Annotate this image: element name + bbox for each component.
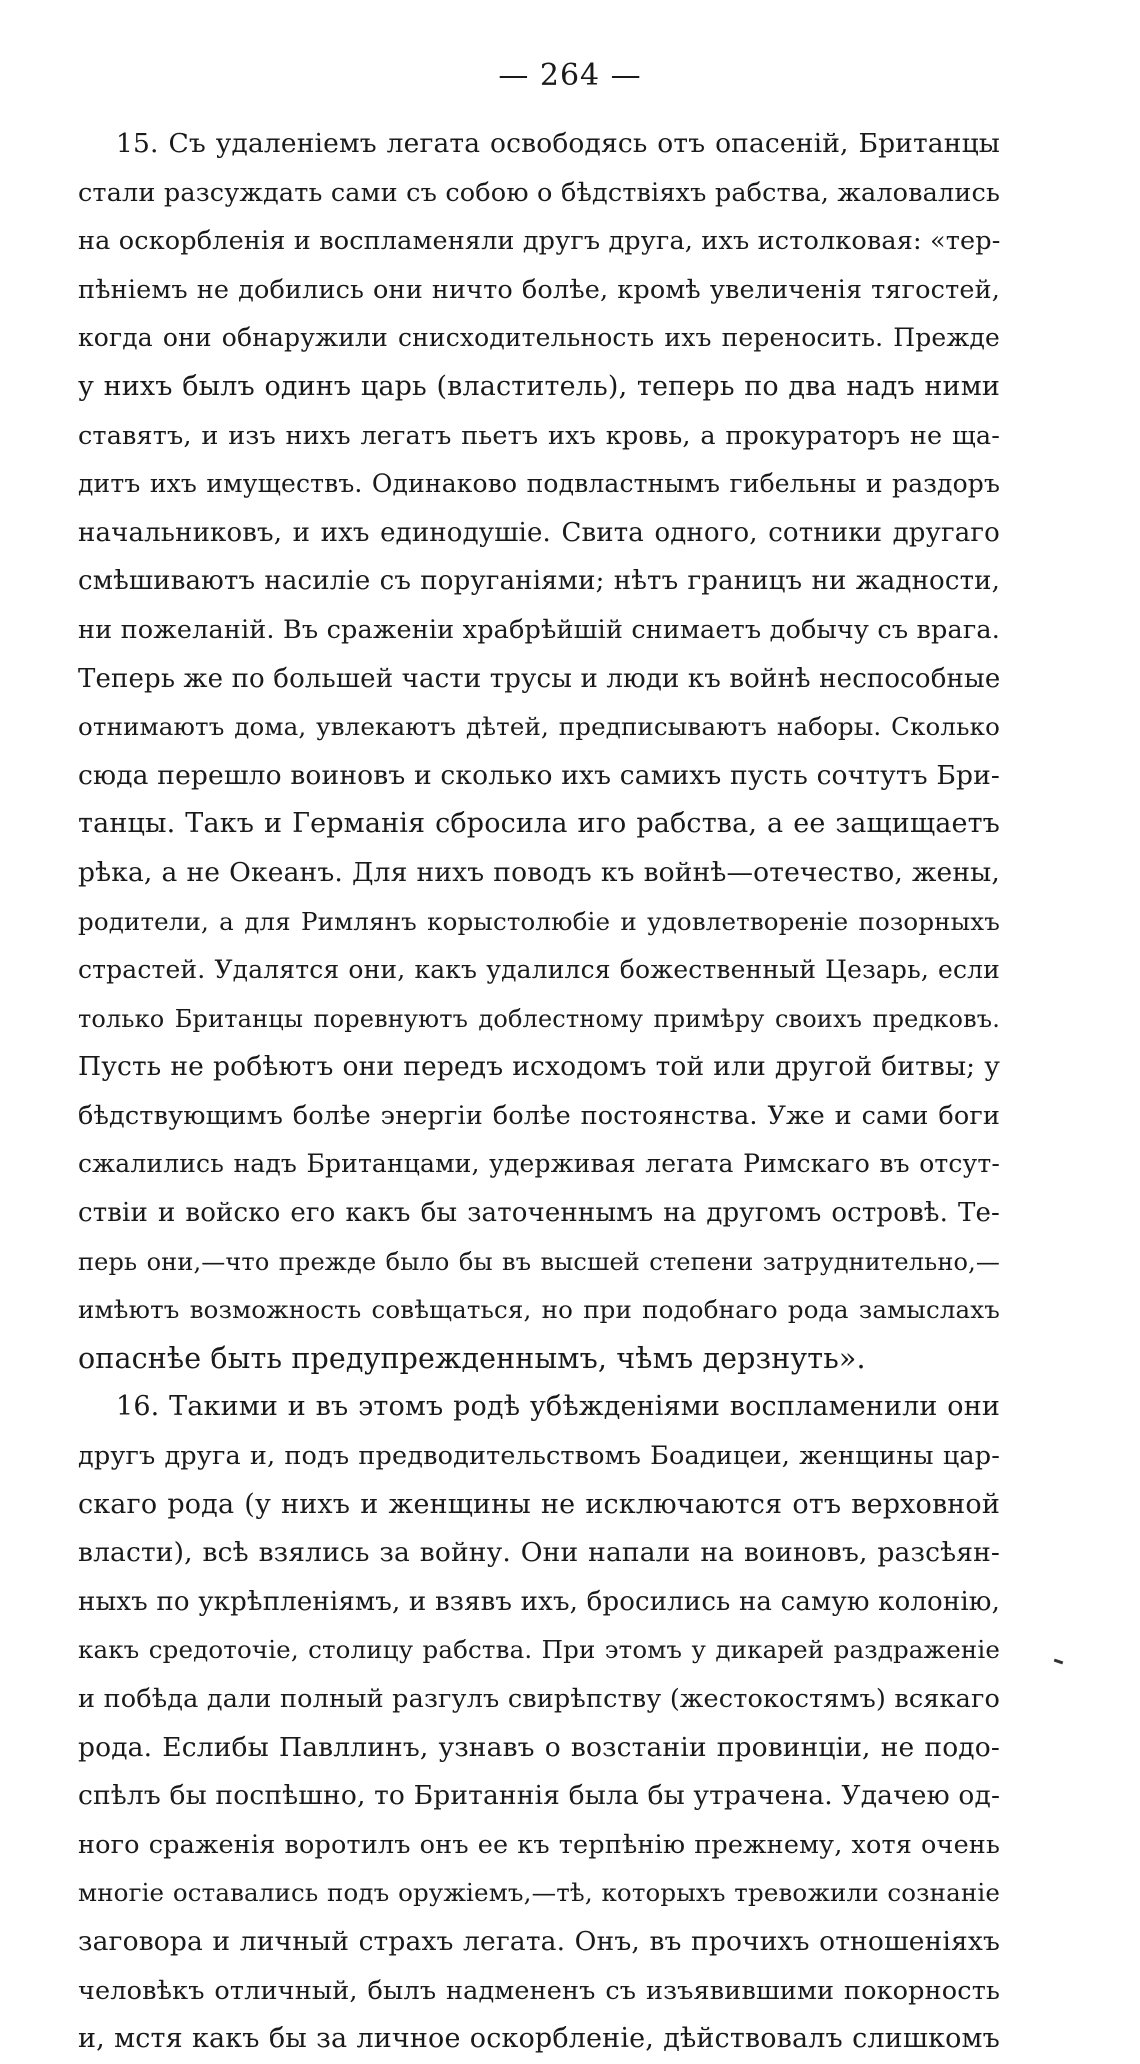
- text-line: власти), всѣ взялись за войну. Они напали на воиновъ, разсѣян-: [78, 1537, 1000, 1569]
- text-line: ныхъ по укрѣпленіямъ, и взявъ ихъ, бросились на самую колонію,: [78, 1586, 1000, 1617]
- text-line: бѣдствующимъ болѣе энергіи болѣе постоянства. Уже и сами боги: [78, 1100, 1000, 1131]
- text-line: когда они обнаружили снисходительность ихъ переносить. Прежде: [78, 323, 1000, 353]
- text-line: ствіи и войско его какъ бы заточеннымъ на другомъ островѣ. Те-: [78, 1198, 1000, 1229]
- text-line: у нихъ былъ одинъ царь (властитель), теперь по два надъ ними: [78, 370, 1000, 402]
- text-line: какъ средоточіе, столицу рабства. При этомъ у дикарей раздраженіе: [78, 1635, 1000, 1665]
- text-line: смѣшиваютъ насиліе съ поруганіями; нѣтъ границъ ни жадности,: [78, 566, 1000, 597]
- text-line: Теперь же по большей части трусы и люди къ войнѣ неспособные: [78, 663, 1001, 694]
- text-line: 15. Съ удаленіемъ легата освободясь отъ опасеній, Британцы: [116, 128, 1000, 159]
- text-line: сжалились надъ Британцами, удерживая легата Римскаго въ отсут-: [78, 1149, 1000, 1179]
- text-line: родители, а для Римлянъ корыстолюбіе и удовлетвореніе позорныхъ: [78, 906, 1000, 936]
- text-line: Пусть не робѣютъ они передъ исходомъ той или другой битвы; у: [78, 1051, 1000, 1083]
- text-line: ни пожеланій. Въ сраженіи храбрѣйшій снимаетъ добычу съ врага.: [78, 614, 1000, 645]
- text-line: ного сраженія воротилъ онъ ее къ терпѣнію прежнему, хотя очень: [78, 1829, 1000, 1860]
- text-line: отнимаютъ дома, увлекаютъ дѣтей, предписываютъ наборы. Сколько: [78, 712, 1000, 742]
- text-line: танцы. Такъ и Германія сбросила иго рабства, а ее защищаетъ: [78, 808, 1000, 840]
- text-line: рода. Еслибы Павллинъ, узнавъ о возстаніи провинціи, не подо-: [78, 1731, 1000, 1763]
- text-line: заговора и личный страхъ легата. Онъ, въ прочихъ отношеніяхъ: [78, 1925, 1000, 1957]
- text-line: человѣкъ отличный, былъ надмененъ съ изъявившими покорность: [78, 1975, 1000, 2006]
- page-number: — 264 —: [498, 58, 642, 93]
- text-line: ставятъ, и изъ нихъ легатъ пьетъ ихъ кровь, а прокураторъ не ща-: [78, 420, 1000, 451]
- text-line: многіе оставались подъ оружіемъ,—тѣ, которыхъ тревожили сознаніе: [78, 1878, 1000, 1908]
- text-line: спѣлъ бы поспѣшно, то Британнія была бы утрачена. Удачею од-: [78, 1780, 1001, 1812]
- text-line: страстей. Удалятся они, какъ удалился божественный Цезарь, если: [78, 955, 1000, 985]
- text-line: опаснѣе быть предупрежденнымъ, чѣмъ дерзнуть».: [78, 1341, 866, 1375]
- text-line: скаго рода (у нихъ и женщины не исключаются отъ верховной: [78, 1488, 1000, 1520]
- text-line: рѣка, а не Океанъ. Для нихъ поводъ къ войнѣ—отечество, жены,: [78, 856, 1000, 888]
- text-line: другъ друга и, подъ предводительствомъ Боадицеи, женщины цар-: [78, 1441, 1000, 1472]
- text-line: стали разсуждать сами съ собою о бѣдствіяхъ рабства, жаловались: [78, 177, 1000, 208]
- text-line: имѣютъ возможность совѣщаться, но при подобнаго рода замыслахъ: [78, 1295, 1000, 1325]
- text-line: сюда перешло воиновъ и сколько ихъ самихъ пусть сочтутъ Бри-: [78, 759, 1000, 791]
- text-line: на оскорбленія и воспламеняли другъ друга, ихъ истолковая: «тер-: [78, 226, 1001, 257]
- text-line: только Британцы поревнуютъ доблестному примѣру своихъ предковъ.: [78, 1004, 1000, 1033]
- text-line: дитъ ихъ имуществъ. Одинаково подвластнымъ гибельны и раздоръ: [78, 469, 1000, 499]
- text-line: перь они,—что прежде было бы въ высшей степени затруднительно,—: [78, 1247, 1000, 1276]
- body-text: [78, 120, 1000, 2064]
- ink-mark: [1054, 1659, 1063, 1665]
- text-line: и, мстя какъ бы за личное оскорбленіе, дѣйствовалъ слишкомъ: [78, 2023, 1000, 2055]
- text-line: 16. Такими и въ этомъ родѣ убѣжденіями воспламенили они: [116, 1391, 1000, 1423]
- text-line: пѣніемъ не добились они ничто болѣе, кромѣ увеличенія тягостей,: [78, 274, 1000, 305]
- text-line: начальниковъ, и ихъ единодушіе. Свита одного, сотники другаго: [78, 517, 1000, 548]
- text-line: и побѣда дали полный разгулъ свирѣпству (жестокостямъ) всякаго: [78, 1684, 1000, 1714]
